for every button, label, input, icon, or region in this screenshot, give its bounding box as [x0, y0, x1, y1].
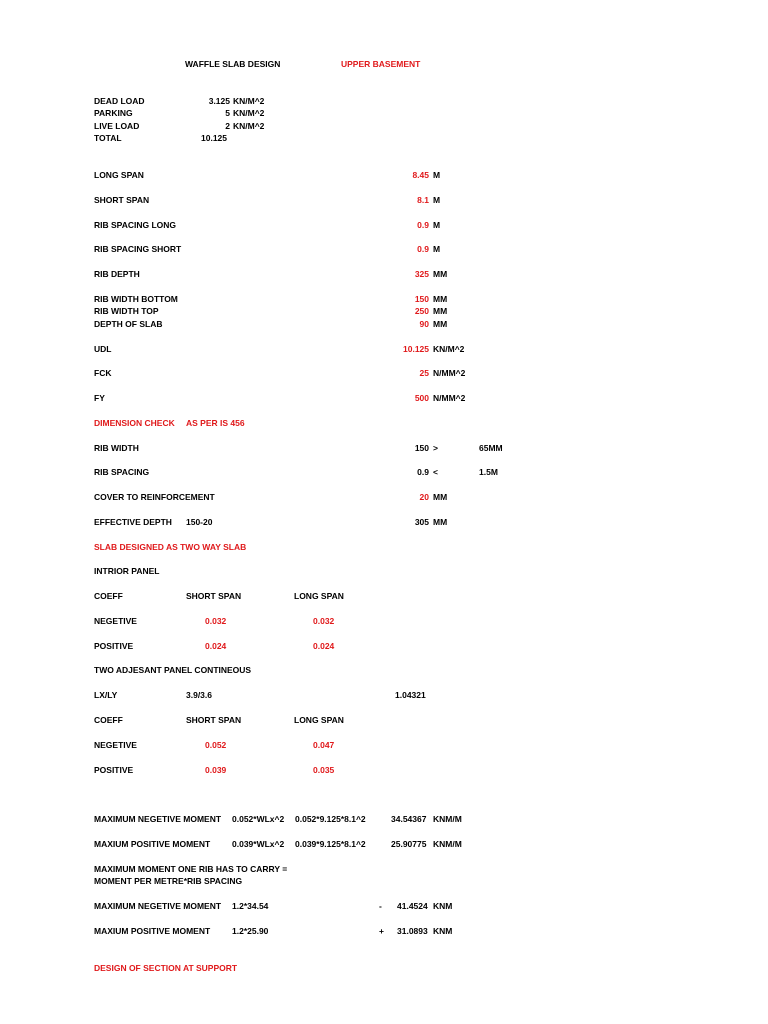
- param-label: UDL: [94, 344, 112, 354]
- rib-spacing-limit: 1.5M: [479, 467, 498, 477]
- moment-formula: 0.039*WLx^2: [232, 839, 285, 849]
- param-unit: M: [433, 170, 441, 180]
- rib-spacing-operator: <: [433, 467, 438, 477]
- dimension-check-reference: AS PER IS 456: [186, 418, 245, 428]
- long-span-header: LONG SPAN: [294, 591, 344, 601]
- rib-width-label: RIB WIDTH: [94, 443, 139, 453]
- load-label: LIVE LOAD: [94, 121, 140, 131]
- param-unit: M: [433, 220, 441, 230]
- param-unit: MM: [433, 269, 448, 279]
- short-span-header: SHORT SPAN: [186, 591, 242, 601]
- moment-unit: KNM/M: [433, 839, 462, 849]
- rib-moment-sign: +: [379, 926, 384, 936]
- coeff-row-label: NEGETIVE: [94, 740, 137, 750]
- moment-label: MAXIUM POSITIVE MOMENT: [94, 839, 211, 849]
- rib-moment-unit: KNM: [433, 926, 453, 936]
- param-value: 10.125: [403, 344, 429, 354]
- rib-moment-label: MAXIMUM NEGETIVE MOMENT: [94, 901, 222, 911]
- moment-calculation: 0.039*9.125*8.1^2: [295, 839, 366, 849]
- load-value: 5: [225, 108, 230, 118]
- rib-moment-sign: -: [379, 901, 382, 911]
- rib-width-operator: >: [433, 443, 438, 453]
- moment-formula: 0.052*WLx^2: [232, 814, 285, 824]
- sheet-subtitle: UPPER BASEMENT: [341, 59, 421, 69]
- long-span-header: LONG SPAN: [294, 715, 344, 725]
- param-unit: N/MM^2: [433, 393, 466, 403]
- load-total-value: 10.125: [201, 133, 227, 143]
- ratio-value: 1.04321: [395, 690, 426, 700]
- effective-depth-unit: MM: [433, 517, 448, 527]
- param-value: 8.1: [417, 195, 429, 205]
- coeff-short-value: 0.032: [205, 616, 227, 626]
- coeff-short-value: 0.039: [205, 765, 227, 775]
- moment-unit: KNM/M: [433, 814, 462, 824]
- coeff-header: COEFF: [94, 591, 123, 601]
- param-label: RIB SPACING LONG: [94, 220, 177, 230]
- load-unit: KN/M^2: [233, 108, 265, 118]
- short-span-header: SHORT SPAN: [186, 715, 242, 725]
- effective-depth-value: 305: [414, 517, 429, 527]
- param-label: SHORT SPAN: [94, 195, 150, 205]
- effective-depth-formula: 150-20: [186, 517, 213, 527]
- param-unit: MM: [433, 294, 448, 304]
- dimension-check-title: DIMENSION CHECK: [94, 418, 175, 428]
- coeff-row-label: NEGETIVE: [94, 616, 137, 626]
- param-value: 150: [414, 294, 429, 304]
- rib-width-value: 150: [414, 443, 429, 453]
- rib-spacing-value: 0.9: [417, 467, 429, 477]
- rib-moment-value: 41.4524: [397, 901, 428, 911]
- param-label: RIB SPACING SHORT: [94, 244, 182, 254]
- load-unit: KN/M^2: [233, 96, 265, 106]
- load-value: 2: [225, 121, 230, 131]
- coeff-long-value: 0.032: [313, 616, 335, 626]
- param-label: FCK: [94, 368, 112, 378]
- sheet-title: WAFFLE SLAB DESIGN: [185, 59, 281, 69]
- param-label: DEPTH OF SLAB: [94, 319, 163, 329]
- coeff-long-value: 0.035: [313, 765, 335, 775]
- rib-moment-note: MAXIMUM MOMENT ONE RIB HAS TO CARRY =: [94, 864, 288, 874]
- param-unit: KN/M^2: [433, 344, 465, 354]
- section-heading: DESIGN OF SECTION AT SUPPORT: [94, 963, 238, 973]
- param-unit: M: [433, 244, 441, 254]
- cover-value: 20: [419, 492, 429, 502]
- slab-note: SLAB DESIGNED AS TWO WAY SLAB: [94, 542, 247, 552]
- ratio-formula: 3.9/3.6: [186, 690, 212, 700]
- ratio-label: LX/LY: [94, 690, 118, 700]
- effective-depth-label: EFFECTIVE DEPTH: [94, 517, 172, 527]
- param-value: 0.9: [417, 244, 429, 254]
- load-unit: KN/M^2: [233, 121, 265, 131]
- rib-moment-note: MOMENT PER METRE*RIB SPACING: [94, 876, 243, 886]
- cover-label: COVER TO REINFORCEMENT: [94, 492, 215, 502]
- param-value: 0.9: [417, 220, 429, 230]
- rib-moment-formula: 1.2*34.54: [232, 901, 269, 911]
- param-value: 90: [419, 319, 429, 329]
- param-label: RIB DEPTH: [94, 269, 140, 279]
- rib-spacing-label: RIB SPACING: [94, 467, 150, 477]
- rib-moment-formula: 1.2*25.90: [232, 926, 269, 936]
- coeff-row-label: POSITIVE: [94, 765, 134, 775]
- adjacent-panel-title: TWO ADJESANT PANEL CONTINEOUS: [94, 665, 252, 675]
- cover-unit: MM: [433, 492, 448, 502]
- param-unit: N/MM^2: [433, 368, 466, 378]
- moment-value: 34.54367: [391, 814, 427, 824]
- param-unit: MM: [433, 306, 448, 316]
- param-value: 500: [414, 393, 429, 403]
- param-value: 325: [414, 269, 429, 279]
- param-label: RIB WIDTH BOTTOM: [94, 294, 178, 304]
- param-label: FY: [94, 393, 105, 403]
- load-total-label: TOTAL: [94, 133, 122, 143]
- rib-width-limit: 65MM: [479, 443, 503, 453]
- moment-value: 25.90775: [391, 839, 427, 849]
- param-value: 25: [419, 368, 429, 378]
- coeff-row-label: POSITIVE: [94, 641, 134, 651]
- param-unit: M: [433, 195, 441, 205]
- param-unit: MM: [433, 319, 448, 329]
- param-label: RIB WIDTH TOP: [94, 306, 159, 316]
- moment-label: MAXIMUM NEGETIVE MOMENT: [94, 814, 222, 824]
- rib-moment-unit: KNM: [433, 901, 453, 911]
- param-label: LONG SPAN: [94, 170, 144, 180]
- rib-moment-label: MAXIUM POSITIVE MOMENT: [94, 926, 211, 936]
- coeff-short-value: 0.024: [205, 641, 227, 651]
- moment-calculation: 0.052*9.125*8.1^2: [295, 814, 366, 824]
- load-label: DEAD LOAD: [94, 96, 145, 106]
- coeff-header: COEFF: [94, 715, 123, 725]
- param-value: 250: [414, 306, 429, 316]
- rib-moment-value: 31.0893: [397, 926, 428, 936]
- load-label: PARKING: [94, 108, 133, 118]
- coeff-long-value: 0.047: [313, 740, 335, 750]
- param-value: 8.45: [412, 170, 429, 180]
- load-value: 3.125: [208, 96, 230, 106]
- interior-panel-title: INTRIOR PANEL: [94, 566, 160, 576]
- coeff-short-value: 0.052: [205, 740, 227, 750]
- coeff-long-value: 0.024: [313, 641, 335, 651]
